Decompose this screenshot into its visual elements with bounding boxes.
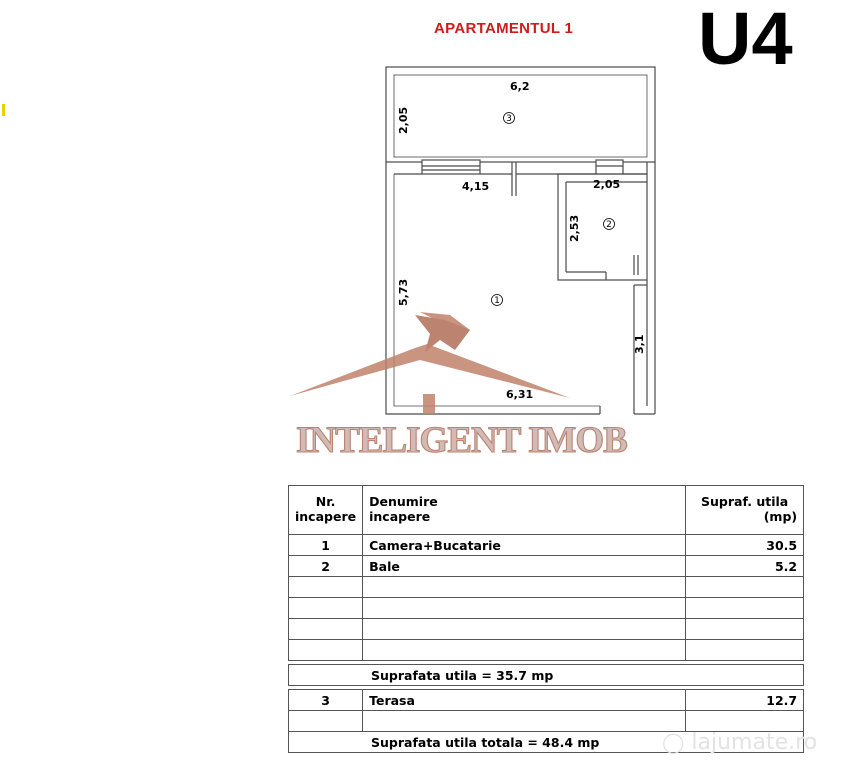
header-nr: Nr. incapere xyxy=(289,486,363,535)
terrace-row: 3 Terasa 12.7 xyxy=(289,690,804,711)
dim-bottom-width: 6,31 xyxy=(506,388,534,401)
table-row xyxy=(289,640,804,661)
table-row xyxy=(289,598,804,619)
watermark-logo xyxy=(290,312,627,461)
header-area: Supraf. utila (mp) xyxy=(686,486,804,535)
table-row: 1 Camera+Bucatarie 30.5 xyxy=(289,535,804,556)
room-marker-3: 3 xyxy=(506,114,512,124)
header-name: Denumire incapere xyxy=(363,486,686,535)
table-row xyxy=(289,577,804,598)
table-row: 2 Bale 5.2 xyxy=(289,556,804,577)
watermark-brand: INTELIGENT IMOB xyxy=(296,420,627,461)
unit-code: U4 xyxy=(698,0,793,80)
room-marker-2: 2 xyxy=(606,220,612,230)
table-header-row xyxy=(289,486,804,535)
table-row xyxy=(289,619,804,640)
table-row xyxy=(289,711,804,732)
dim-side-length: 3,1 xyxy=(633,334,646,354)
dim-bath-depth: 2,53 xyxy=(568,214,581,242)
terrace-door-right xyxy=(596,160,623,174)
dim-room-width: 4,15 xyxy=(462,180,490,193)
total-row: Suprafata utila totala = 48.4 mp xyxy=(289,732,804,753)
dim-terrace-depth: 2,05 xyxy=(397,106,410,134)
site-watermark: ◯ lajumate.ro xyxy=(662,730,818,755)
terrace-door-left xyxy=(422,160,480,174)
apartment-title: APARTAMENTUL 1 xyxy=(434,20,574,37)
dim-bath-width: 2,05 xyxy=(593,178,621,191)
area-table xyxy=(288,485,804,753)
dim-terrace-width: 6,2 xyxy=(510,80,530,93)
site-logo-icon: ◯ xyxy=(662,730,685,754)
room-marker-1: 1 xyxy=(494,296,500,306)
subtotal-row: Suprafata utila = 35.7 mp xyxy=(289,665,804,686)
walls xyxy=(386,67,655,414)
dim-room-depth: 5,73 xyxy=(397,278,410,306)
